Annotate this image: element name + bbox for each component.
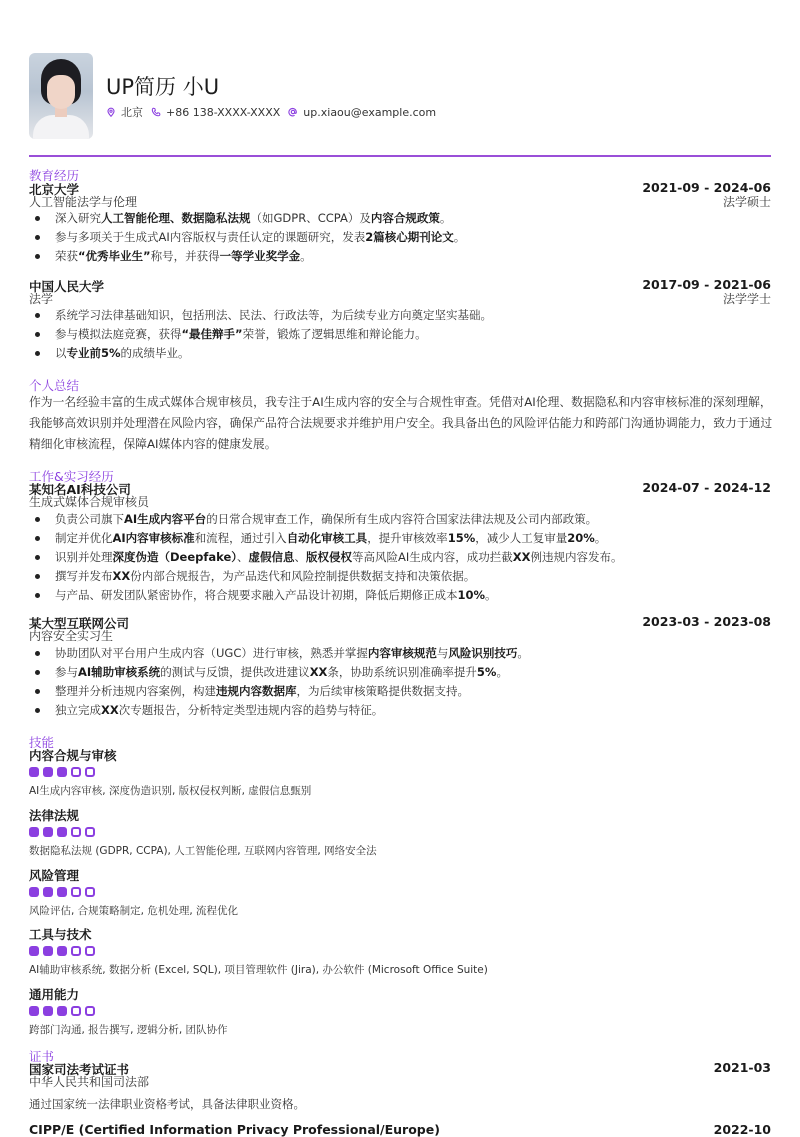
certificate-date: 2021-03 [713, 1060, 771, 1075]
rating-dot-filled-icon [57, 767, 67, 777]
email-text: up.xiaou@example.com [303, 105, 437, 119]
header-divider [29, 155, 771, 157]
resume-header [29, 53, 769, 139]
work-bullets [29, 510, 774, 605]
skill-rating [29, 887, 95, 897]
rating-dot-empty-icon [85, 767, 95, 777]
candidate-name: UP简历 小U [106, 75, 220, 99]
company-name: 某大型互联网公司 [29, 616, 130, 631]
list-item: 独立完成XX次专题报告，分析特定类型违规内容的趋势与特征。 [29, 701, 774, 720]
work-date: 2024-07 - 2024-12 [642, 480, 771, 495]
skill-description: 风险评估, 合规策略制定, 危机处理, 流程优化 [29, 905, 239, 917]
section-title-summary: 个人总结 [29, 378, 80, 393]
rating-dot-filled-icon [29, 1006, 39, 1016]
work-date: 2023-03 - 2023-08 [642, 614, 771, 629]
school-name: 中国人民大学 [29, 279, 105, 294]
certificate-name: 国家司法考试证书 [29, 1062, 130, 1077]
work-bullets [29, 644, 774, 720]
list-item: 制定并优化AI内容审核标准和流程，通过引入自动化审核工具，提升审核效率15%，减少人工复审量20%。 [29, 529, 774, 548]
list-item: 以专业前5%的成绩毕业。 [29, 344, 774, 363]
education-bullets [29, 209, 774, 266]
skill-name: 内容合规与审核 [29, 748, 117, 763]
skill-name: 法律法规 [29, 808, 80, 823]
skill-rating [29, 767, 95, 777]
skill-name: 通用能力 [29, 987, 80, 1002]
degree: 法学学士 [722, 292, 771, 306]
location-text: 北京 [121, 106, 143, 119]
job-role: 生成式媒体合规审核员 [29, 495, 150, 509]
rating-dot-filled-icon [57, 1006, 67, 1016]
list-item: 负责公司旗下AI生成内容平台的日常合规审查工作，确保所有生成内容符合国家法律法规及公司内部政策。 [29, 510, 774, 529]
list-item: 系统学习法律基础知识，包括刑法、民法、行政法等，为后续专业方向奠定坚实基础。 [29, 306, 774, 325]
location-pin-icon [106, 107, 116, 117]
list-item: 整理并分析违规内容案例，构建违规内容数据库，为后续审核策略提供数据支持。 [29, 682, 774, 701]
rating-dot-filled-icon [43, 946, 53, 956]
rating-dot-filled-icon [43, 767, 53, 777]
skill-rating [29, 946, 95, 956]
rating-dot-filled-icon [29, 827, 39, 837]
certificate-name: CIPP/E (Certified Information Privacy Professional/Europe) [29, 1122, 440, 1137]
list-item: 识别并处理深度伪造（Deepfake）、虚假信息、版权侵权等高风险AI生成内容，成功拦截XX例违规内容发布。 [29, 548, 774, 567]
phone-icon [151, 107, 161, 117]
skill-description: 跨部门沟通, 报告撰写, 逻辑分析, 团队协作 [29, 1024, 228, 1036]
rating-dot-filled-icon [57, 887, 67, 897]
rating-dot-empty-icon [71, 767, 81, 777]
summary-text: 作为一名经验丰富的生成式媒体合规审核员，我专注于AI生成内容的安全与合规性审查。凭借对AI伦理、数据隐私和内容审核标准的深刻理解，我能够高效识别并处理潜在风险内容，确保产品符合法规要求并维护用户安全。我具备出色的风险评估能力和跨部门沟通协调能力，致力于通过精细化审核流程，保障AI媒体内容的健康发展。 [29, 395, 773, 451]
list-item: 荣获“优秀毕业生”称号，并获得一等学业奖学金。 [29, 247, 774, 266]
skill-description: AI辅助审核系统, 数据分析 (Excel, SQL), 项目管理软件 (Jira), 办公软件 (Microsoft Office Suite) [29, 964, 488, 976]
certificate-date: 2022-10 [713, 1122, 771, 1137]
rating-dot-filled-icon [57, 827, 67, 837]
rating-dot-empty-icon [71, 1006, 81, 1016]
skill-description: AI生成内容审核, 深度伪造识别, 版权侵权判断, 虚假信息甄别 [29, 785, 312, 797]
section-title-skills: 技能 [29, 735, 55, 750]
school-name: 北京大学 [29, 182, 80, 197]
contact-info [106, 104, 436, 120]
list-item: 与产品、研发团队紧密协作，将合规要求融入产品设计初期，降低后期修正成本10%。 [29, 586, 774, 605]
list-item: 参与多项关于生成式AI内容版权与责任认定的课题研究，发表2篇核心期刊论文。 [29, 228, 774, 247]
rating-dot-filled-icon [29, 887, 39, 897]
major: 人工智能法学与伦理 [29, 195, 138, 209]
skill-rating [29, 827, 95, 837]
rating-dot-filled-icon [57, 946, 67, 956]
list-item: 深入研究人工智能伦理、数据隐私法规（如GDPR、CCPA）及内容合规政策。 [29, 209, 774, 228]
education-date: 2017-09 - 2021-06 [642, 277, 771, 292]
rating-dot-empty-icon [71, 887, 81, 897]
company-name: 某知名AI科技公司 [29, 482, 131, 497]
contact-location [106, 104, 143, 120]
contact-email[interactable] [288, 106, 436, 119]
rating-dot-filled-icon [43, 1006, 53, 1016]
skill-name: 风险管理 [29, 868, 80, 883]
job-role: 内容安全实习生 [29, 629, 114, 643]
list-item: 撰写并发布XX份内部合规报告，为产品迭代和风险控制提供数据支持和决策依据。 [29, 567, 774, 586]
list-item: 协助团队对平台用户生成内容（UGC）进行审核，熟悉并掌握内容审核规范与风险识别技巧。 [29, 644, 774, 663]
rating-dot-empty-icon [85, 887, 95, 897]
rating-dot-filled-icon [29, 946, 39, 956]
list-item: 参与模拟法庭竞赛，获得“最佳辩手”荣誉，锻炼了逻辑思维和辩论能力。 [29, 325, 774, 344]
rating-dot-empty-icon [85, 1006, 95, 1016]
certificate-description: 通过国家统一法律职业资格考试，具备法律职业资格。 [29, 1097, 305, 1111]
list-item: 参与AI辅助审核系统的测试与反馈，提供改进建议XX条，协助系统识别准确率提升5%。 [29, 663, 774, 682]
degree: 法学硕士 [722, 195, 771, 209]
rating-dot-filled-icon [43, 887, 53, 897]
section-title-certificates: 证书 [29, 1049, 55, 1064]
phone-text: +86 138-XXXX-XXXX [166, 105, 281, 119]
rating-dot-empty-icon [71, 946, 81, 956]
major: 法学 [29, 292, 54, 306]
rating-dot-empty-icon [85, 946, 95, 956]
contact-phone[interactable] [151, 106, 280, 119]
education-date: 2021-09 - 2024-06 [642, 180, 771, 195]
rating-dot-empty-icon [85, 827, 95, 837]
rating-dot-filled-icon [43, 827, 53, 837]
skill-description: 数据隐私法规 (GDPR, CCPA), 人工智能伦理, 互联网内容管理, 网络安全法 [29, 845, 377, 857]
skill-rating [29, 1006, 95, 1016]
section-title-education: 教育经历 [29, 168, 80, 183]
certificate-issuer: 中华人民共和国司法部 [29, 1075, 150, 1089]
education-bullets [29, 306, 774, 363]
rating-dot-filled-icon [29, 767, 39, 777]
rating-dot-empty-icon [71, 827, 81, 837]
section-title-work: 工作&实习经历 [29, 469, 114, 484]
profile-photo [29, 53, 93, 139]
skill-name: 工具与技术 [29, 927, 92, 942]
at-email-icon [288, 107, 298, 117]
